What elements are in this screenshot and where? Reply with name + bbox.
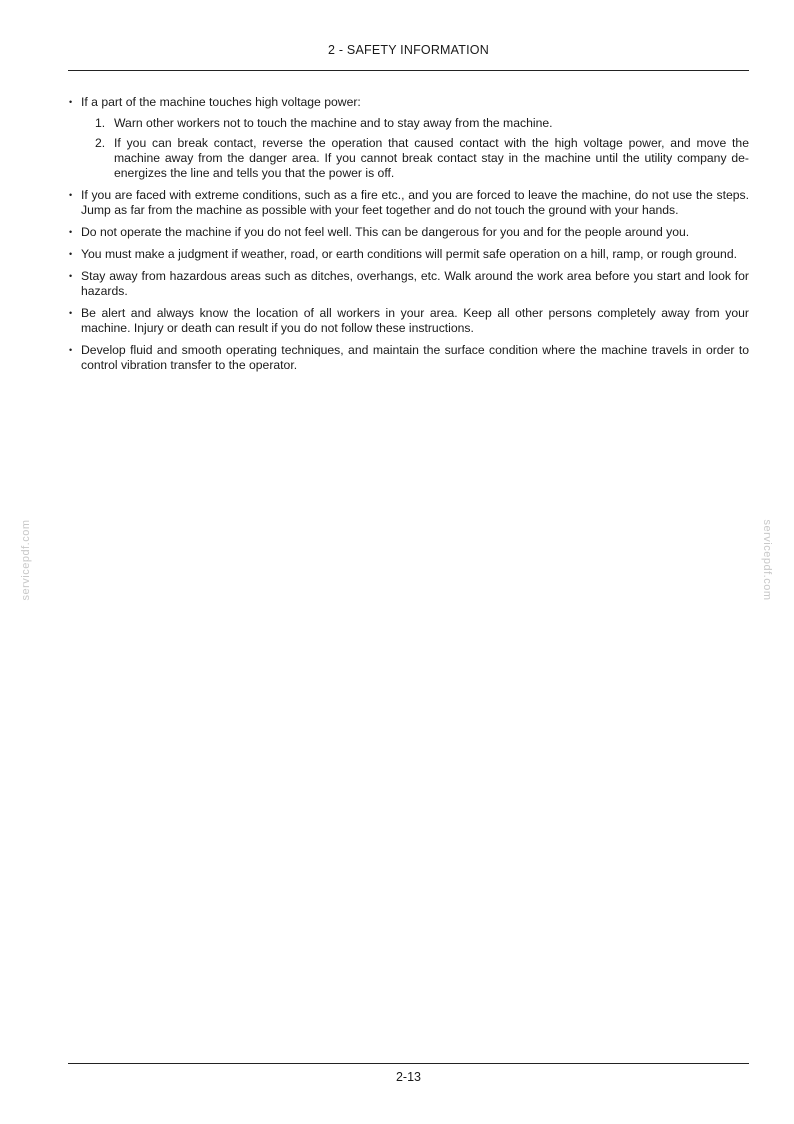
page-header-title: 2 - SAFETY INFORMATION	[328, 43, 489, 57]
bullet-item	[68, 95, 749, 181]
watermark-right: servicepdf.com	[761, 519, 773, 601]
bullet-text: If a part of the machine touches high voltage power:	[81, 95, 361, 109]
footer-divider	[68, 1063, 749, 1064]
numbered-sublist	[81, 116, 749, 181]
item-text: If you can break contact, reverse the operation that caused contact with the high voltage power, and move the machine away from the danger area. If you cannot break contact stay in the machine until the utility company de-energizes the line and tells you that the power is off.	[114, 136, 749, 180]
bullet-text: Be alert and always know the location of all workers in your area. Keep all other persons completely away from your machine. Injury or death can result if you do not follow these instructions.	[81, 306, 749, 335]
bullet-item	[68, 343, 749, 373]
bullet-item	[68, 247, 749, 262]
bullet-text: Do not operate the machine if you do not feel well. This can be dangerous for you and for the people around you.	[81, 225, 690, 239]
bullet-item	[68, 188, 749, 218]
page-number: 2-13	[395, 1070, 422, 1084]
bullet-item	[68, 225, 749, 240]
bullet-item	[68, 269, 749, 299]
bullet-item	[68, 306, 749, 336]
item-number: 2.	[95, 136, 106, 150]
header-divider	[68, 70, 749, 71]
bullet-text: Stay away from hazardous areas such as ditches, overhangs, etc. Walk around the work area before you start and look for hazards.	[81, 269, 749, 298]
safety-content	[68, 95, 749, 380]
item-number: 1.	[95, 116, 106, 130]
bullet-text: You must make a judgment if weather, road, or earth conditions will permit safe operation on a hill, ramp, or rough ground.	[81, 247, 737, 261]
numbered-item	[81, 116, 749, 131]
item-text: Warn other workers not to touch the machine and to stay away from the machine.	[114, 116, 553, 130]
watermark-left: servicepdf.com	[20, 519, 32, 601]
bullet-text: Develop fluid and smooth operating techniques, and maintain the surface condition where the machine travels in order to control vibration transfer to the operator.	[81, 343, 749, 372]
numbered-item	[81, 136, 749, 181]
bullet-text: If you are faced with extreme conditions, such as a fire etc., and you are forced to leave the machine, do not use the steps. Jump as far from the machine as possible with your feet together and do not touch the ground with your hands.	[81, 188, 749, 217]
